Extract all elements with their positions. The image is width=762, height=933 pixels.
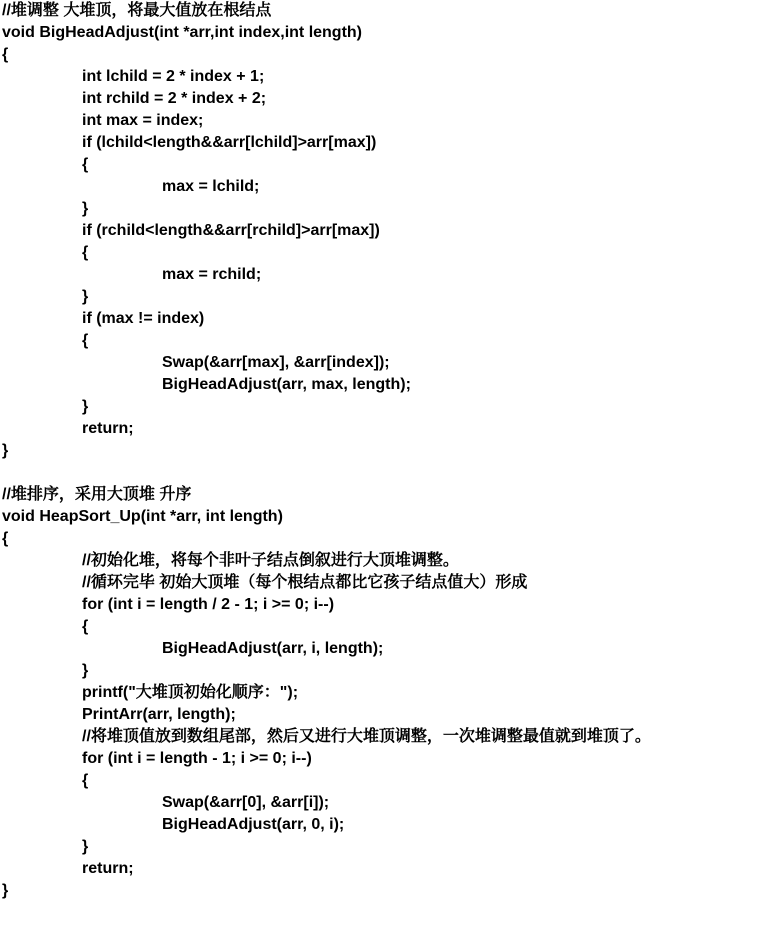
code-line: for (int i = length - 1; i >= 0; i--) <box>82 750 312 767</box>
code-line: //将堆顶值放到数组尾部，然后又进行大堆顶调整，一次堆调整最值就到堆顶了。 <box>82 728 651 745</box>
code-line: BigHeadAdjust(arr, i, length); <box>162 640 384 657</box>
code-line: { <box>82 332 89 349</box>
code-line: return; <box>82 860 134 877</box>
code-line: //初始化堆，将每个非叶子结点倒叙进行大顶堆调整。 <box>82 552 459 569</box>
code-line: BigHeadAdjust(arr, max, length); <box>162 376 411 393</box>
code-line: max = lchild; <box>162 178 260 195</box>
code-line: } <box>82 398 89 415</box>
code-line: //堆排序，采用大顶堆 升序 <box>2 486 192 503</box>
code-document <box>2 0 760 902</box>
blank-line <box>2 462 760 484</box>
code-line: { <box>82 244 89 261</box>
code-line: BigHeadAdjust(arr, 0, i); <box>162 816 345 833</box>
code-line: { <box>2 46 9 63</box>
code-line: } <box>82 288 89 305</box>
code-line: } <box>2 442 9 459</box>
code-line: } <box>82 838 89 855</box>
code-line: return; <box>82 420 134 437</box>
code-line: //循环完毕 初始大顶堆（每个根结点都比它孩子结点值大）形成 <box>82 574 528 591</box>
code-line: if (rchild<length&&arr[rchild]>arr[max]) <box>82 222 380 239</box>
code-line: } <box>82 662 89 679</box>
code-line: { <box>82 772 89 789</box>
code-line: //堆调整 大堆顶，将最大值放在根结点 <box>2 2 272 19</box>
code-line: max = rchild; <box>162 266 262 283</box>
code-line: for (int i = length / 2 - 1; i >= 0; i--) <box>82 596 335 613</box>
code-line: { <box>82 156 89 173</box>
code-line: if (lchild<length&&arr[lchild]>arr[max]) <box>82 134 377 151</box>
code-line: int lchild = 2 * index + 1; <box>82 68 265 85</box>
code-line: PrintArr(arr, length); <box>82 706 236 723</box>
code-line: } <box>2 882 9 899</box>
code-line: { <box>82 618 89 635</box>
code-line: int max = index; <box>82 112 204 129</box>
code-line: printf("大堆顶初始化顺序："); <box>82 684 299 701</box>
code-line: if (max != index) <box>82 310 205 327</box>
code-line: void BigHeadAdjust(int *arr,int index,int length) <box>2 24 363 41</box>
code-line: } <box>82 200 89 217</box>
code-line: { <box>2 530 9 547</box>
code-line: Swap(&arr[max], &arr[index]); <box>162 354 390 371</box>
code-line: Swap(&arr[0], &arr[i]); <box>162 794 330 811</box>
code-line: int rchild = 2 * index + 2; <box>82 90 267 107</box>
code-line: void HeapSort_Up(int *arr, int length) <box>2 508 283 525</box>
